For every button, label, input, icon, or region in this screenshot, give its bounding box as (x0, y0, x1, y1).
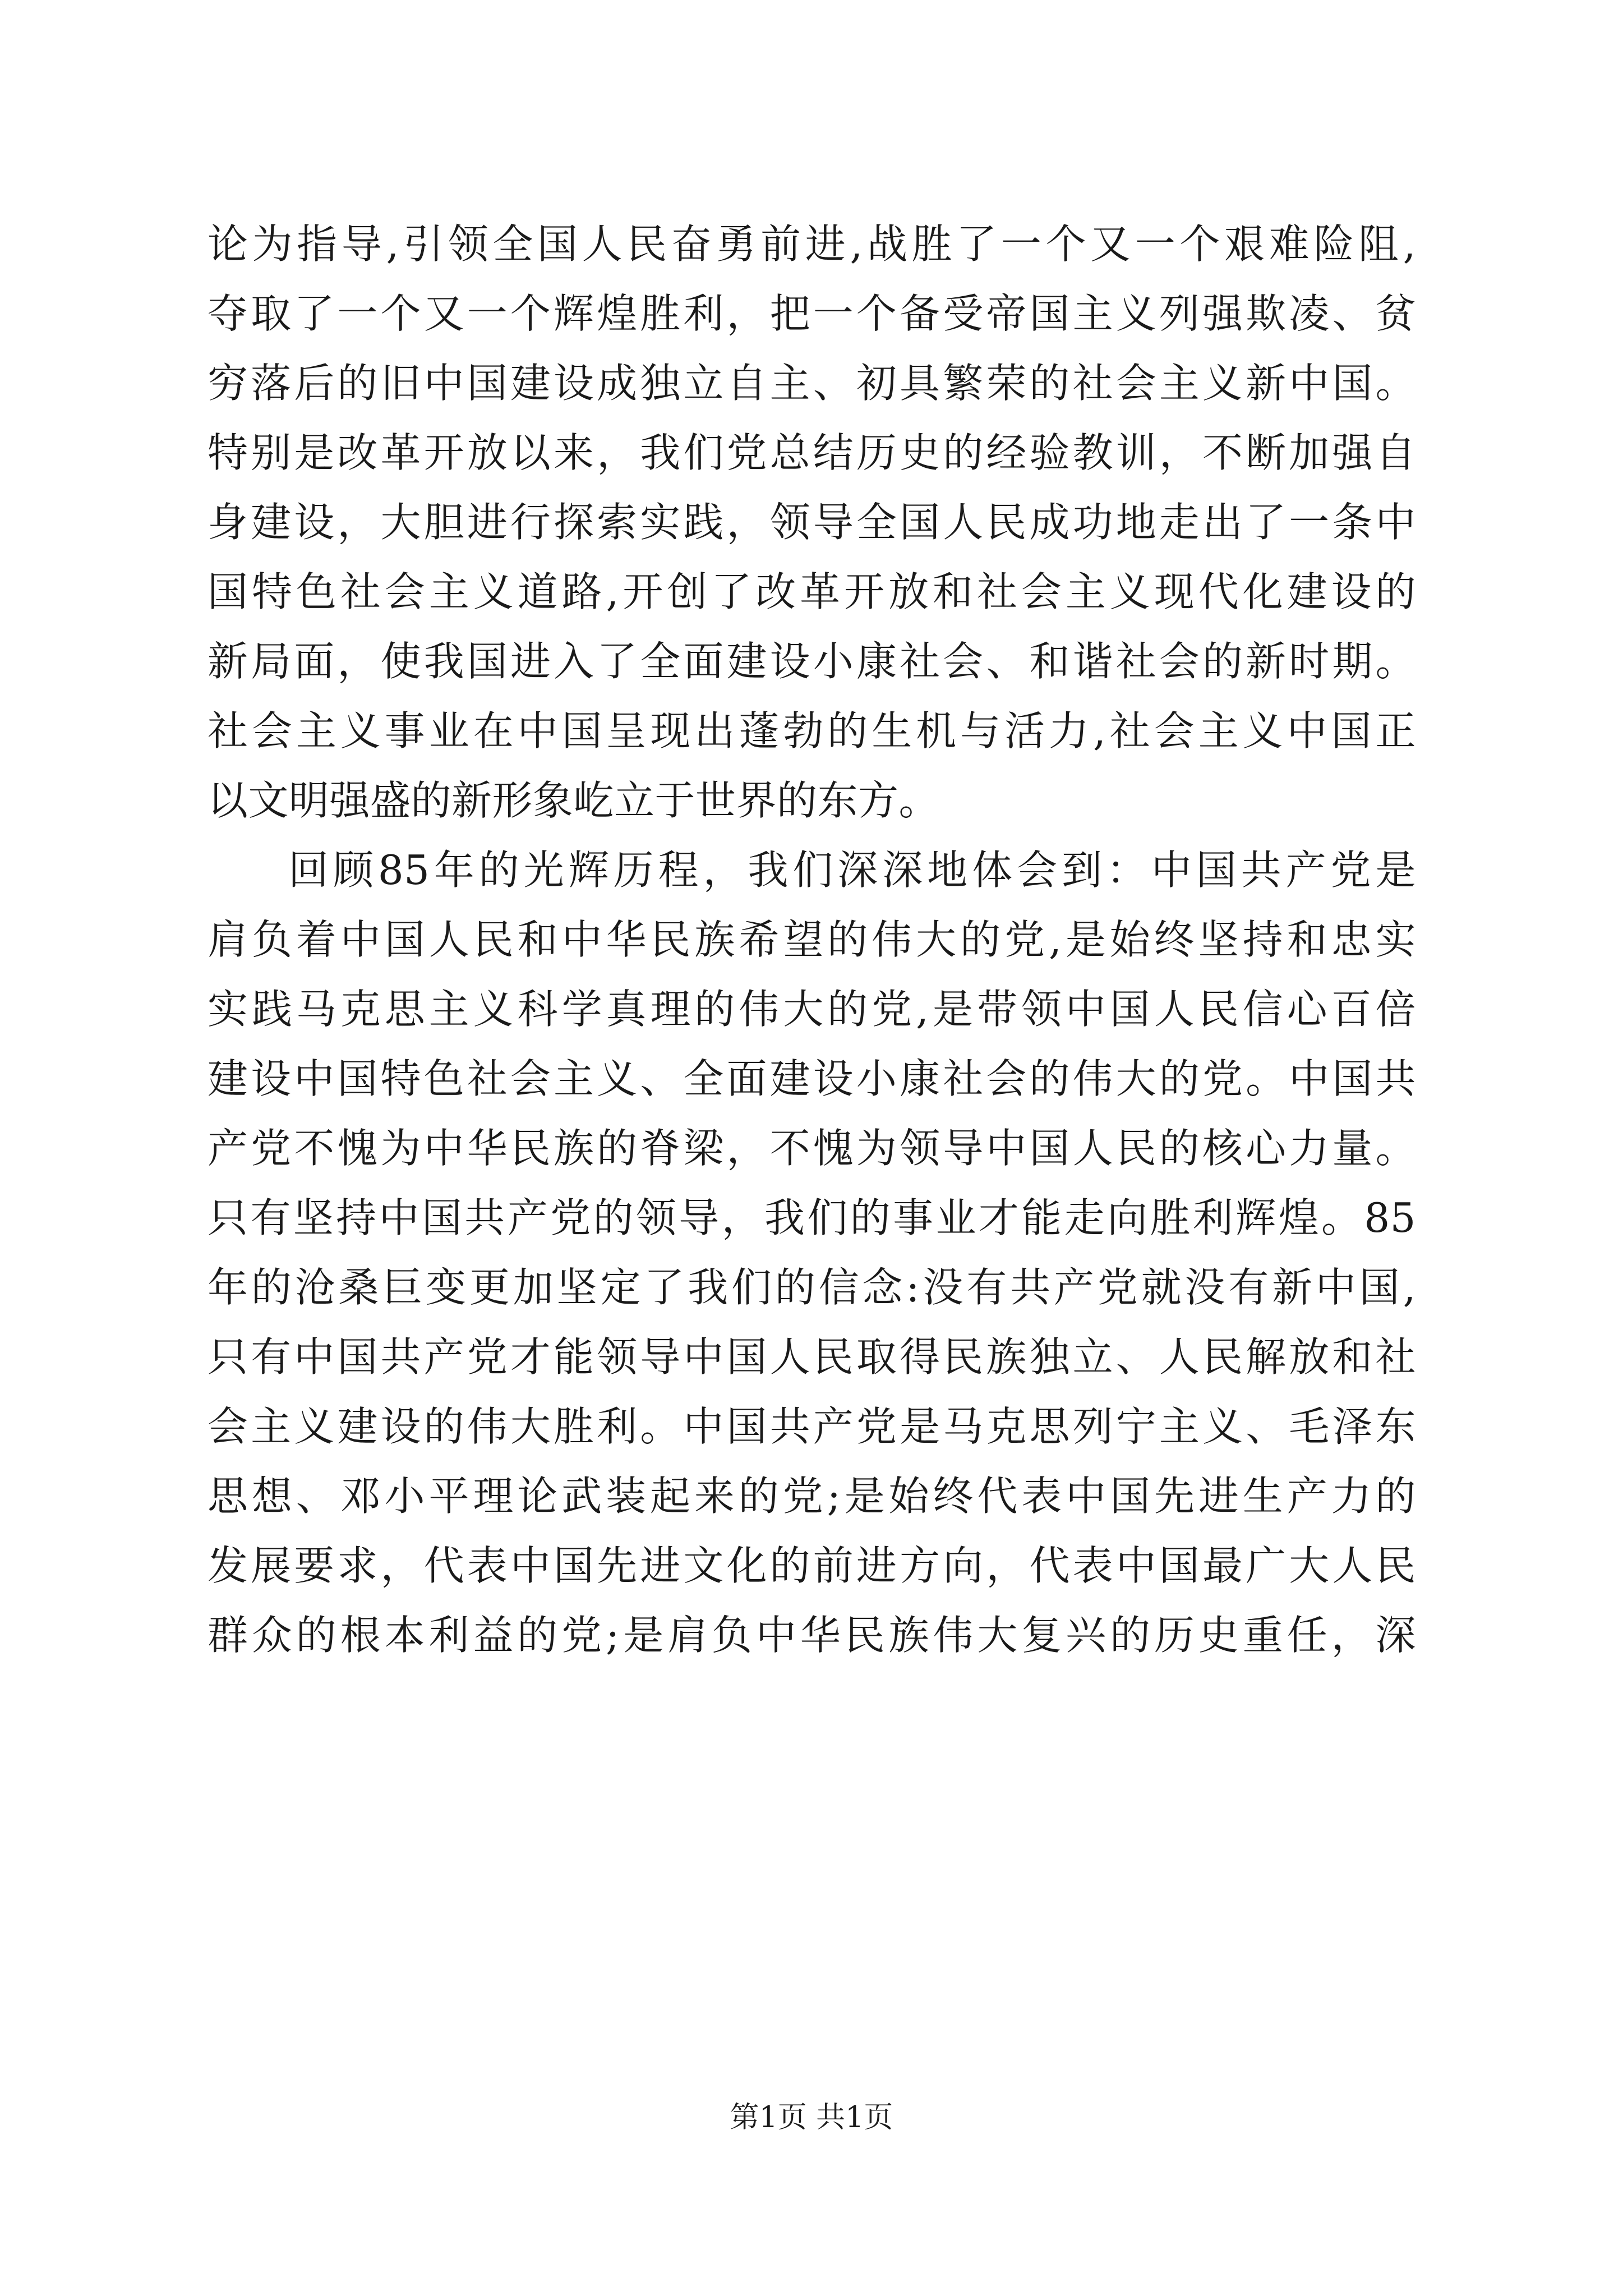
text-line: 身建设，大胆进行探索实践，领导全国人民成功地走出了一条中 (208, 499, 1416, 546)
text-line: 论为指导,引领全国人民奋勇前进,战胜了一个又一个艰难险阻, (208, 220, 1416, 268)
paragraph-first-line: 回顾85年的光辉历程，我们深深地体会到：中国共产党是 (288, 846, 1416, 894)
page-footer: 第1页 共1页 (730, 2101, 893, 2134)
text-line: 特别是改革开放以来，我们党总结历史的经验教训，不断加强自 (208, 429, 1416, 476)
text-line: 群众的根本利益的党;是肩负中华民族伟大复兴的历史重任，深 (208, 1612, 1416, 1659)
text-line: 会主义建设的伟大胜利。中国共产党是马克思列宁主义、毛泽东 (208, 1403, 1416, 1450)
text-line: 穷落后的旧中国建设成独立自主、初具繁荣的社会主义新中国。 (208, 360, 1416, 407)
text-line: 新局面，使我国进入了全面建设小康社会、和谐社会的新时期。 (208, 638, 1416, 685)
text-line: 产党不愧为中华民族的脊梁，不愧为领导中国人民的核心力量。 (208, 1125, 1416, 1172)
text-line: 发展要求，代表中国先进文化的前进方向，代表中国最广大人民 (208, 1542, 1416, 1589)
text-line: 实践马克思主义科学真理的伟大的党,是带领中国人民信心百倍 (208, 986, 1416, 1033)
text-line: 建设中国特色社会主义、全面建设小康社会的伟大的党。中国共 (208, 1055, 1416, 1102)
text-line: 肩负着中国人民和中华民族希望的伟大的党,是始终坚持和忠实 (208, 916, 1416, 963)
text-line: 夺取了一个又一个辉煌胜利，把一个备受帝国主义列强欺凌、贫 (208, 290, 1416, 337)
text-line: 思想、邓小平理论武装起来的党;是始终代表中国先进生产力的 (208, 1473, 1416, 1520)
text-line: 只有坚持中国共产党的领导，我们的事业才能走向胜利辉煌。85 (208, 1194, 1416, 1241)
text-line: 年的沧桑巨变更加坚定了我们的信念:没有共产党就没有新中国, (208, 1264, 1416, 1311)
text-line: 社会主义事业在中国呈现出蓬勃的生机与活力,社会主义中国正 (208, 707, 1416, 754)
text-line: 国特色社会主义道路,开创了改革开放和社会主义现代化建设的 (208, 568, 1416, 615)
body-text (208, 209, 1416, 1670)
text-line: 以文明强盛的新形象屹立于世界的东方。 (208, 777, 940, 824)
text-line: 只有中国共产党才能领导中国人民取得民族独立、人民解放和社 (208, 1333, 1416, 1381)
